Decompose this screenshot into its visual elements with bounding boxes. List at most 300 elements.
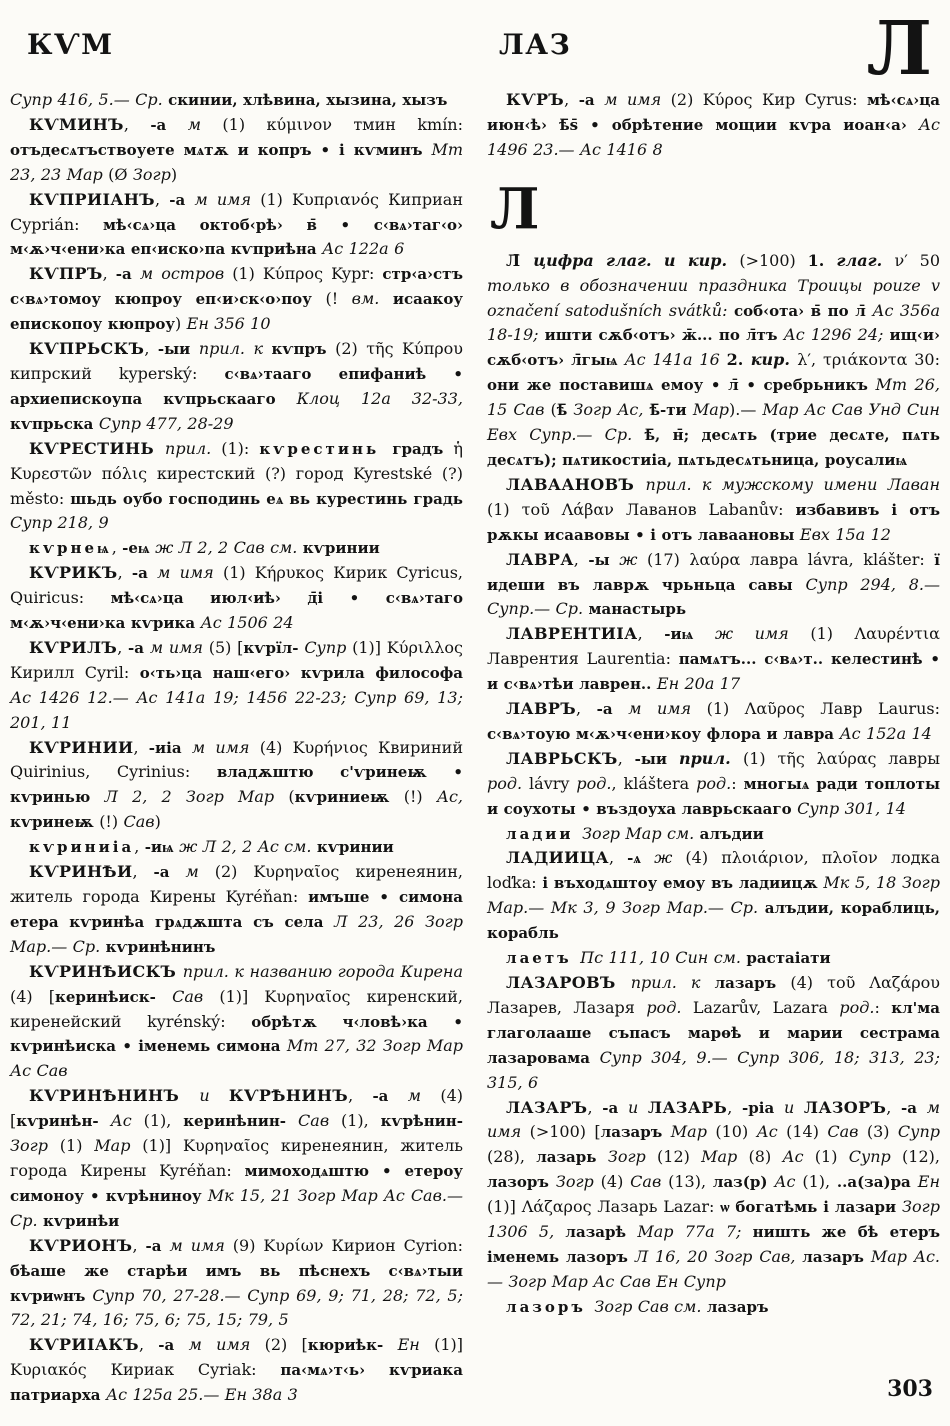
text-run-oc: кѵпръ [271, 340, 336, 359]
text-run-it: ж Л 2, 2 Сав см. [155, 538, 303, 558]
text-run-pl: (1) [59, 1136, 95, 1156]
entry-kurineisku [10, 960, 463, 1085]
text-run-it: Зогр [132, 164, 171, 184]
text-run-pl: , [587, 1097, 603, 1117]
text-run-oc: -а [169, 190, 195, 209]
text-run-gr: λαύρα [689, 549, 750, 569]
text-run-it: Мк 15, 21 Зогр Мар Ас Сав.— Ср. [10, 1185, 463, 1230]
ref-kurneja [10, 536, 463, 561]
text-run-pl: (9) [232, 1235, 264, 1255]
text-run-oc: лазаръ [706, 1297, 769, 1316]
text-run-it: род. [576, 773, 612, 793]
text-run-pl: ν′ 50 [894, 250, 940, 270]
text-run-oc: кѵринѣи [42, 1211, 120, 1230]
text-run-oc: владѫштю с'ѵринеѭ • кѵринью [10, 763, 463, 807]
text-run-oc: -а [131, 564, 158, 583]
text-run-pl: (5) [ [208, 637, 244, 657]
text-run-pl: (4) [ [10, 1086, 463, 1131]
text-run-pl: λ′, [797, 350, 824, 370]
text-run-pl: (12), [902, 1147, 940, 1167]
text-run-oc: ищ‹и› сѫб‹отъ› л̄гыѩ [487, 326, 940, 370]
text-run-oc: кѵринѣн- [16, 1112, 111, 1131]
text-run-it: прил. к мужскому имени Лаван [645, 474, 940, 494]
text-run-it: прил. [165, 438, 222, 458]
text-run-it: Мар [692, 400, 729, 420]
text-run-bi: глаг. [836, 250, 895, 270]
text-run-pl: (17) [647, 549, 690, 569]
text-run-pl: , [111, 538, 123, 558]
running-head-left: КѴМ [27, 28, 114, 61]
text-run-pl: Lazarův, Lazara [692, 997, 840, 1017]
text-run-pl: , [617, 748, 635, 768]
text-run-pl: (4) [ [10, 986, 56, 1006]
text-run-it: прил. к названию города Кирена [182, 961, 463, 981]
text-run-os: ладии [506, 824, 583, 843]
text-run-it: м имя [604, 90, 671, 109]
text-run-oc: соб‹ота› в̄ по л̄ [733, 301, 873, 320]
text-run-oc: -а [602, 1098, 628, 1117]
entry-kuprijanu [10, 188, 463, 263]
text-run-oc: мѣ‹сѧ›ца июн‹ѣ› ѣ̄ѕ̄ • обрѣтение мощии кѵра иоан‹а› [487, 91, 941, 134]
text-run-pl: , [134, 837, 145, 857]
text-run-oc: і въходѧштоу емоу въ ладиицѫ [542, 874, 824, 893]
text-run-pl: (1), [802, 1172, 837, 1192]
text-run-pl: (1) [814, 1147, 849, 1167]
text-run-oc: алъдии [699, 824, 764, 843]
text-run-oc: -а [901, 1098, 927, 1117]
text-run-it: Супр [897, 1122, 940, 1142]
text-run-pl: (1): [221, 438, 260, 458]
text-run-os: лаетъ [506, 949, 581, 968]
text-run-oc: -а [158, 1336, 189, 1355]
text-run-gr: τριάκοντα [823, 350, 915, 370]
text-run-oc: -иѩ [144, 838, 180, 857]
text-run-oc: ишти сѫб‹отъ› ж̄... по л̄тъ [544, 326, 784, 345]
text-run-oc: кѵринии [316, 838, 394, 857]
text-run-it: Ен 356 10 [186, 314, 271, 334]
text-run-oc: -ы [588, 550, 620, 569]
text-run-oc: стр‹а›стъ с‹вѧ›томоу кюпроу еп‹и›ск‹о›поу [10, 265, 463, 309]
entry-continuation-hyzina [10, 88, 463, 113]
text-run-pl: (! [325, 289, 352, 309]
entry-kuminu [10, 113, 463, 188]
text-run-oc: кѵринеѭ [10, 813, 100, 832]
text-run-it: Ас 152а 14 [839, 723, 932, 743]
text-run-pl: , [132, 862, 154, 882]
text-run-bi: прил. [678, 748, 743, 768]
text-run-oc: градъ [392, 439, 454, 458]
entry-kurijaku [10, 1333, 463, 1408]
text-run-gr: τῆς λαύρας [777, 748, 889, 768]
text-run-it: Ас 1496 23.— Ас 1416 8 [487, 114, 940, 159]
text-run-gr: Κυρήνιος [292, 737, 379, 757]
text-run-hw: КѴРИНИИ [29, 737, 134, 757]
text-run-pl: , [138, 1335, 159, 1355]
text-run-it: м [185, 862, 215, 882]
text-run-it: Ас [782, 1147, 815, 1167]
text-run-pl: (1) [260, 189, 293, 209]
entry-kuriku [10, 561, 463, 636]
text-run-hw: КѴРИОНЪ [29, 1235, 133, 1255]
text-run-oc: па‹мѧ›т‹ь› кѵриака патриарха [10, 1361, 463, 1405]
section-letter-l: Л [490, 175, 540, 242]
text-run-hw: ЛАВРЕНТИІА [506, 624, 638, 644]
text-run-it: Супр 301, 14 [797, 798, 906, 818]
text-run-pl: (4) [259, 737, 293, 757]
text-run-pl: , [727, 1097, 743, 1117]
text-run-it: м [187, 114, 223, 134]
text-run-pl: (1) [810, 624, 855, 644]
text-run-pl: ) [170, 164, 178, 184]
text-run-pl: (4) [600, 1172, 631, 1192]
text-run-pl: (1) [222, 563, 255, 583]
text-run-hw: КѴМИНЪ [29, 114, 124, 134]
entry-lazarovu [487, 971, 940, 1096]
text-run-pl: Кириак Cyriak: [110, 1360, 281, 1380]
text-run-hw: КѴРИКЪ [29, 563, 118, 583]
text-run-it: Супр 304, 9.— Супр 306, 18; 313, 23; 315, 6 [487, 1047, 940, 1092]
text-run-oc: имъше • симона етера кѵринѣа грѧдѫшта съ села [10, 888, 463, 931]
text-run-oc: кѵринии [302, 539, 380, 558]
text-run-pl: (2) [214, 862, 254, 882]
text-run-it: и [199, 1086, 229, 1106]
text-run-oc: -еѩ [122, 539, 156, 558]
text-run-pl: 30: [914, 350, 940, 370]
text-run-oc: лазаръ [714, 974, 791, 992]
text-run-gr: τοῦ Λάβαν [521, 499, 626, 519]
text-run-os: кѵриниіа [29, 838, 135, 857]
text-run-it: Супр 477, 28-29 [98, 413, 234, 433]
text-run-gr: πλοιάριον, πλοῖον [721, 848, 891, 868]
text-run-it: Л 2, 2 Зогр Мар [104, 787, 289, 807]
text-run-hw: ЛАЗАРОВЪ [506, 973, 631, 992]
text-run-it: Л 23, 26 Зогр Мар.— Ср. [10, 911, 463, 956]
ref-lazoru [487, 1295, 940, 1320]
text-run-oc: исаакоу епископоу кюпроу [10, 290, 463, 334]
text-run-oc: мимоходѧштю • етероу симоноу • кѵрѣниноу [10, 1161, 463, 1205]
text-run-oc: -а [150, 115, 188, 134]
text-run-oc: лазоръ [487, 1173, 556, 1192]
ref-ladii [487, 822, 940, 847]
text-run-pl: Кирик Cyricus, Quiricus: [10, 563, 463, 608]
text-run-pl: (Ø [108, 164, 133, 184]
text-run-it: Ас, [436, 787, 463, 807]
ref-kurinija [10, 835, 463, 860]
text-run-it: Зогр Сав см. [594, 1296, 707, 1316]
text-run-it: только в обозначении праздника Троицы pouze v označení satodušních svátků: [487, 275, 940, 320]
text-run-pl: (28), [487, 1147, 537, 1167]
text-run-it: род. [487, 773, 530, 793]
text-run-oc: растаіати [746, 949, 831, 968]
text-run-pl: (3) [866, 1122, 898, 1142]
text-run-oc: алъдии, кораблиць, корабль [487, 899, 940, 943]
text-run-it: Ас 1506 24 [200, 613, 294, 633]
text-run-it: м остров [139, 264, 233, 284]
text-run-it: Л 16, 20 Зогр Сав, [634, 1246, 803, 1266]
text-run-pl: Кирилл Cyril: [10, 662, 140, 682]
text-run-it: Ас 141а 16 [624, 350, 727, 370]
text-run-oc: ѣ̄-ти [649, 401, 693, 420]
entry-lavra [487, 548, 940, 623]
text-run-it: род. [839, 997, 875, 1017]
text-run-hw: ЛАЗОРЪ [803, 1097, 887, 1117]
text-run-oc: -ыи [157, 340, 199, 359]
text-run-oc: отъдесѧтъствоуете мѧтѫ и копръ • і кѵминъ [10, 140, 432, 159]
entry-lavru [487, 697, 940, 747]
text-run-it: м имя [149, 637, 209, 657]
text-run-it: Ас 1296 24; [783, 325, 890, 345]
text-run-pl: (2) [ [264, 1335, 308, 1355]
text-run-it: Евх 15а 12 [799, 524, 891, 544]
text-run-it: Мт 23, 23 Мар [10, 139, 463, 184]
text-run-pl: (1) [706, 699, 745, 719]
text-run-hw: КѴПРЪ [29, 264, 103, 284]
text-run-pl: , [886, 1097, 902, 1117]
text-run-pl: , [123, 114, 151, 134]
text-run-pl: (1)] [352, 637, 387, 657]
text-run-hw: ЛАВААНОВЪ [506, 474, 646, 494]
text-run-pl: (1)] [142, 1136, 183, 1156]
text-run-pl: (1) [232, 264, 263, 284]
text-run-it: Сав [630, 1172, 669, 1192]
text-run-oc: -ѧ [627, 849, 655, 868]
text-run-pl: (1) [222, 114, 267, 134]
text-run-it: Супр 218, 9 [10, 513, 109, 533]
text-run-oc: скинии, хлѣвина, хызина, хызъ [168, 91, 448, 109]
text-run-pl: : [731, 773, 744, 793]
text-run-it: м имя [191, 737, 260, 757]
text-run-gr: Κυρηναῖος [183, 1136, 281, 1156]
text-run-oc: ѣ̄ [556, 401, 574, 420]
text-run-it: Мар Ас.— Зогр Мар Ас Сав Ен Супр [487, 1246, 941, 1291]
text-run-it: Мар [701, 1147, 749, 1167]
guide-letter: Л [866, 6, 932, 92]
text-run-it: прил. к [198, 339, 272, 359]
text-run-pl: (1), [143, 1111, 184, 1131]
text-run-pl: (!) [403, 787, 437, 807]
entry-kupru [10, 262, 463, 337]
text-run-gr: Κύριλλος [386, 637, 463, 657]
text-run-it: м имя [194, 189, 261, 209]
text-run-hw: КѴРИНѢИСКЪ [29, 961, 183, 981]
text-run-oc: ништь же бѣ етеръ іменемь лазоръ [487, 1223, 940, 1266]
text-run-it: Ас 356а 18-19; [487, 300, 941, 345]
text-run-pl: (!) [99, 812, 124, 832]
text-run-it: Ас 1426 12.— Ас 141а 19; 1456 22-23; Супр 69, 13; 201, 11 [10, 687, 463, 732]
text-run-it: ж [654, 848, 686, 868]
text-run-pl: лодка loďka: [487, 848, 940, 893]
text-run-it: ж Л 2, 2 Ас см. [179, 837, 317, 857]
text-run-pl: , [608, 848, 628, 868]
text-run-oc: кл'ма глаголааше съпасъ марѳѣ и марии сестрама лазаровама [487, 998, 941, 1067]
text-run-pl: (>100) [739, 250, 808, 270]
text-run-pl: ( [288, 787, 295, 807]
text-run-it: Зогр [607, 1147, 658, 1167]
text-run-it: Супр 416, 5.— Ср. [10, 90, 169, 109]
text-run-pl: , [132, 1235, 146, 1255]
text-run-oc: кѵринѣнинъ [105, 937, 216, 956]
text-run-it: Мар [670, 1122, 716, 1142]
text-run-oc: -иѩ [664, 625, 715, 644]
text-run-pl: тмин kmín: [353, 114, 464, 134]
text-run-pl: (4) [790, 973, 828, 992]
entry-kurionu [10, 1234, 463, 1334]
text-run-it: Ас 125а 25.— Ен 38а 3 [106, 1385, 298, 1405]
entry-lavrisku [487, 747, 940, 822]
text-run-pl: , [637, 624, 665, 644]
text-run-pl: (1), [340, 1111, 381, 1131]
right-column [487, 88, 940, 1320]
text-run-hw: ЛАДИИЦА [506, 848, 609, 868]
entry-ladiica [487, 846, 940, 946]
entry-kurinii [10, 736, 463, 836]
text-run-oc: ї идеши въ лаврѫ чрьньца савы [487, 550, 940, 594]
left-column [10, 88, 463, 1408]
text-run-os: кѵрнеѩ [29, 539, 112, 558]
text-run-it: Пс 111, 10 Син см. [580, 948, 747, 968]
text-run-it: Ен 20а 17 [656, 674, 741, 694]
text-run-it: ж имя [714, 624, 811, 644]
text-run-it: м имя [157, 563, 223, 583]
text-run-gr: Λαυρέντια [854, 624, 940, 644]
text-run-pl: (1)] [219, 986, 265, 1006]
text-run-pl: Кир Cyrus: [761, 90, 867, 109]
text-run-gr: Κυρηναῖος [253, 862, 356, 882]
text-run-oc: с‹вѧ›тааго епифаниѣ • архиепискоупа кѵпрьскааго [10, 364, 463, 408]
entry-kuru [487, 88, 940, 163]
text-run-pl: (12) [657, 1147, 702, 1167]
text-run-oc: лазаръ [802, 1247, 871, 1266]
text-run-pl: (10) [715, 1122, 757, 1142]
text-run-gr: Κυπριανός [292, 189, 389, 209]
text-run-oc: ѡ богатѣмь і лазари [720, 1198, 903, 1217]
text-run-pl: Квириний Quirinius, Cyrinius: [10, 737, 463, 782]
text-run-pl: лавры [888, 748, 940, 768]
entry-kurinei [10, 860, 463, 960]
text-run-it: Сав [123, 812, 155, 832]
text-run-pl: (>100) [ [529, 1122, 601, 1142]
text-run-hw: КѴРИНѢНИНЪ [29, 1086, 200, 1106]
text-run-pl: , [133, 737, 149, 757]
entry-l-cifra [487, 249, 940, 473]
text-run-pl: (2) [670, 90, 703, 109]
text-run-hw: Л̄ [506, 250, 534, 270]
text-run-pl: , [348, 1086, 373, 1106]
text-run-it: Сав [172, 986, 220, 1006]
text-run-oc: памѧтъ... с‹вѧ›т.. келестинѣ • и с‹вѧ›тѣи лаврен.. [487, 650, 940, 694]
text-run-hw: КѴРИІАКЪ [29, 1335, 139, 1355]
text-run-bd: 2. [726, 350, 751, 370]
text-run-oc: -а [596, 700, 629, 719]
text-run-hw: ЛАВРЪ [506, 699, 577, 719]
text-run-it: Супр 294, 8.— Супр.— Ср. [487, 574, 941, 619]
text-run-pl: Лаванов Labanův: [625, 499, 796, 519]
text-run-oc: керинѣиск- [55, 987, 173, 1006]
text-run-it: Мар Ас Сав Унд Син Евх Супр.— Ср. [487, 400, 940, 445]
text-run-gr: Κύρος [702, 90, 762, 109]
text-run-oc: лазаръ [600, 1123, 671, 1142]
text-run-it: Мк 5, 18 Зогр Мар.— Мк 3, 9 Зогр Мар.— Ср. [487, 873, 940, 918]
text-run-gr: Λαῦρος [744, 699, 821, 719]
text-run-pl: , [117, 637, 129, 657]
text-run-gr: Κυριακός [10, 1360, 111, 1380]
text-run-oc: -а [145, 1236, 170, 1255]
entry-lavaanovu [487, 473, 940, 548]
text-run-oc: ..а(за)ра [836, 1173, 918, 1192]
text-run-oc: шьдь оубо господинь еѧ вь курестинь градь [70, 489, 463, 508]
text-run-hw: КѴРИНѢИ [29, 862, 133, 882]
text-run-pl: кирестский (?) город Kyrestské (?) město: [10, 463, 463, 508]
text-run-pl: (1) [487, 499, 522, 519]
text-run-pl: (4) [685, 848, 722, 868]
text-run-hw: КѴРИЛЪ [29, 637, 118, 657]
text-run-oc: мѣ‹сѧ›ца октоб‹рѣ› в̄ • с‹вѧ›таг‹о› м‹ѫ›ч‹ени›ка еп‹иско›па кѵприѣна [10, 215, 463, 259]
text-run-pl: киренский, киренейский kyrénský: [10, 986, 463, 1031]
text-run-oc: кюриѣк- [307, 1336, 398, 1355]
text-run-oc: манастырь [588, 600, 687, 619]
text-run-oc: -а [115, 265, 140, 284]
text-run-pl: киренеянин, житель города Кирены Kyréňan: [10, 862, 463, 906]
text-run-pl: , [564, 90, 579, 109]
entry-kurineninu [10, 1084, 463, 1233]
text-run-pl: , [155, 189, 170, 209]
text-run-pl: , kláštera [611, 773, 697, 793]
text-run-it: Клоц 12а 32-33, [296, 388, 463, 408]
text-run-pl: Лаврентия Laurentia: [487, 649, 679, 669]
text-run-it: м имя [487, 1097, 941, 1142]
text-run-oc: -а [578, 91, 605, 109]
text-run-oc: лазарь [536, 1148, 608, 1167]
text-run-hw: КѴРЪ [506, 90, 565, 109]
text-run-pl: кипрский kyperský: [10, 363, 225, 383]
text-run-it: Ас 122а 6 [322, 239, 405, 259]
entry-lazaru [487, 1096, 940, 1295]
text-run-gr: τῆς Κύπρου [366, 339, 464, 359]
text-run-it: Зогр Мар см. [582, 823, 700, 843]
text-run-gr: Κυρίων [263, 1235, 332, 1255]
text-run-it: м имя [628, 699, 707, 719]
text-run-oc: избавивъ і отъ рѫкы исаавовы • і отъ лаваановы [487, 500, 941, 544]
text-run-it: Ен [917, 1172, 940, 1192]
text-run-oc: с‹вѧ›тоую м‹ѫ›ч‹ени›коу флора и лавра [487, 724, 840, 743]
text-run-hw: ЛАВРЬСКЪ [506, 748, 618, 768]
text-run-it: м имя [169, 1235, 233, 1255]
text-run-oc: кѵрѣнин- [380, 1112, 463, 1131]
text-run-oc: ѣ̄, н̄; десѧть (трие десѧте, пѧть десѧтъ); пѧтикостиіа, пѧтьдесѧтьница, роусалиѩ [487, 426, 940, 469]
text-run-pl: Kypr: [331, 264, 383, 284]
text-run-it: род. [646, 997, 693, 1017]
text-run-pl: Лазарев, Лазаря [487, 997, 647, 1017]
text-run-hw: КѴПРИІАНЪ [29, 189, 155, 209]
text-run-pl: (1)] [434, 1335, 463, 1355]
text-run-oc: кѵрїл- [243, 638, 305, 657]
text-run-pl: ( [550, 400, 557, 420]
text-run-pl: , [102, 264, 116, 284]
text-run-it: вм. [351, 289, 393, 309]
text-run-gr: Λάζαρος [521, 1197, 598, 1217]
text-run-oc: -ріа [742, 1098, 784, 1117]
text-run-it: ж [619, 549, 647, 569]
text-run-hw: КѴПРЬСКЪ [29, 339, 145, 359]
text-run-oc: керинѣнин- [183, 1112, 299, 1131]
ref-lajetu [487, 946, 940, 971]
text-run-pl: лавра lávra, klášter: [749, 549, 935, 569]
text-run-hw: КѴРЕСТИНЬ [29, 438, 166, 458]
text-run-it: и [627, 1097, 648, 1117]
text-run-bi: кир. [750, 350, 798, 370]
text-run-oc: многыѧ ради топлоты и соухоты • въздоуха лаврьскааго [487, 774, 940, 818]
text-run-hw: ЛАЗАРЬ [647, 1097, 728, 1117]
